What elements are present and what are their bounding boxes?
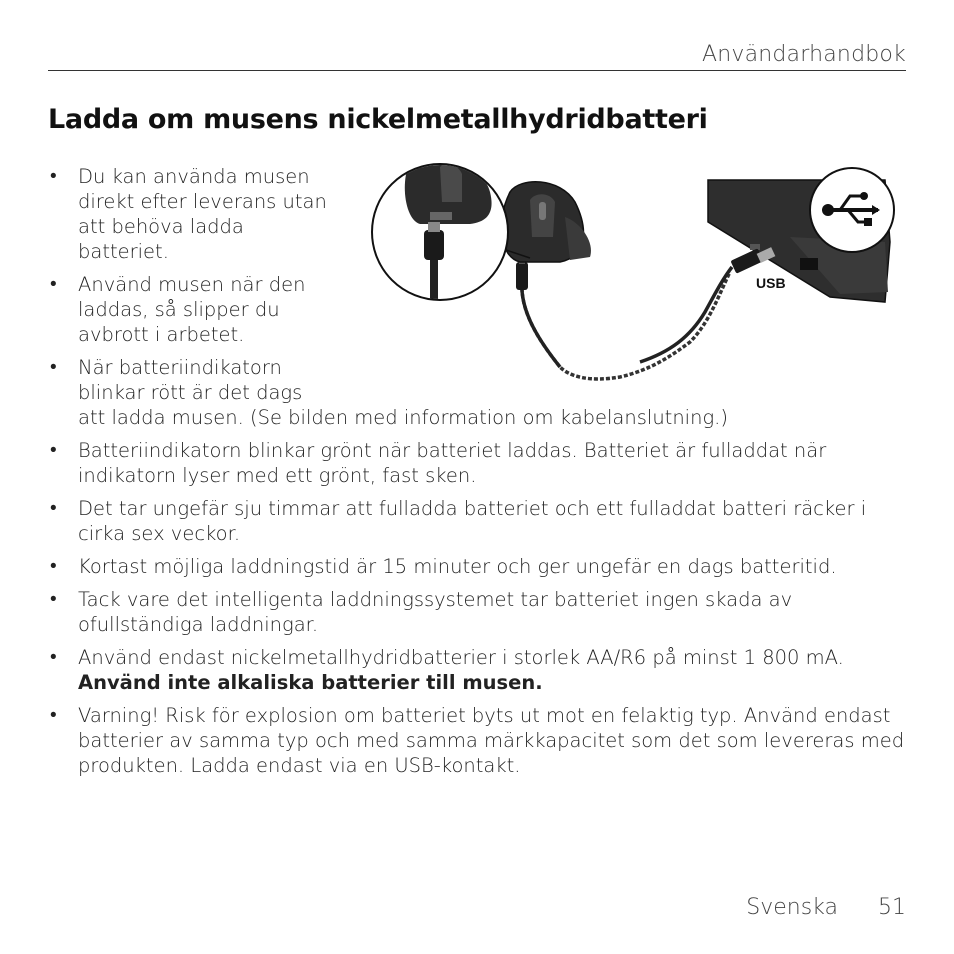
footer-language: Svenska — [746, 895, 838, 920]
list-item: • När batteriindikatorn blinkar rött är det dags att ladda musen. (Se bilden med information om kabelanslutning.) — [50, 355, 918, 430]
list-item: • Du kan använda musen direkt efter leverans utan att behöva ladda batteriet. — [50, 164, 338, 264]
bullet-list — [50, 164, 910, 786]
page-number: 51 — [878, 895, 906, 920]
list-item: • Det tar ungefär sju timmar att fulladda batteriet och ett fulladdat batteri räcker i cirka sex veckor. — [50, 496, 910, 546]
header-rule — [48, 70, 906, 71]
warning-bold-text: Använd inte alkaliska batterier till musen. — [78, 671, 543, 694]
list-item: • Använd musen när den laddas, så slipper du avbrott i arbetet. — [50, 272, 338, 347]
list-item: • Kortast möjliga laddningstid är 15 minuter och ger ungefär en dags batteritid. — [50, 554, 910, 579]
list-item: • Använd endast nickelmetallhydridbatterier i storlek AA/R6 på minst 1 800 mA. Använd inte alkaliska batterier till musen. — [50, 645, 910, 695]
list-item: • Varning! Risk för explosion om batteriet byts ut mot en felaktig typ. Använd endast batterier av samma typ och med samma märkkapacitet som det som levereras med produkten. Ladda endast via en USB-kontakt. — [50, 703, 910, 778]
usb-label: USB — [756, 275, 786, 291]
list-item: • Batteriindikatorn blinkar grönt när batteriet laddas. Batteriet är fulladdat när indikatorn lyser med ett grönt, fast sken. — [50, 438, 910, 488]
page-footer — [746, 895, 906, 920]
page-title: Ladda om musens nickelmetallhydridbatteri — [48, 104, 708, 135]
running-header: Användarhandbok — [701, 42, 906, 67]
list-item: • Tack vare det intelligenta laddningssystemet tar batteriet ingen skada av ofullständiga laddningar. — [50, 587, 910, 637]
